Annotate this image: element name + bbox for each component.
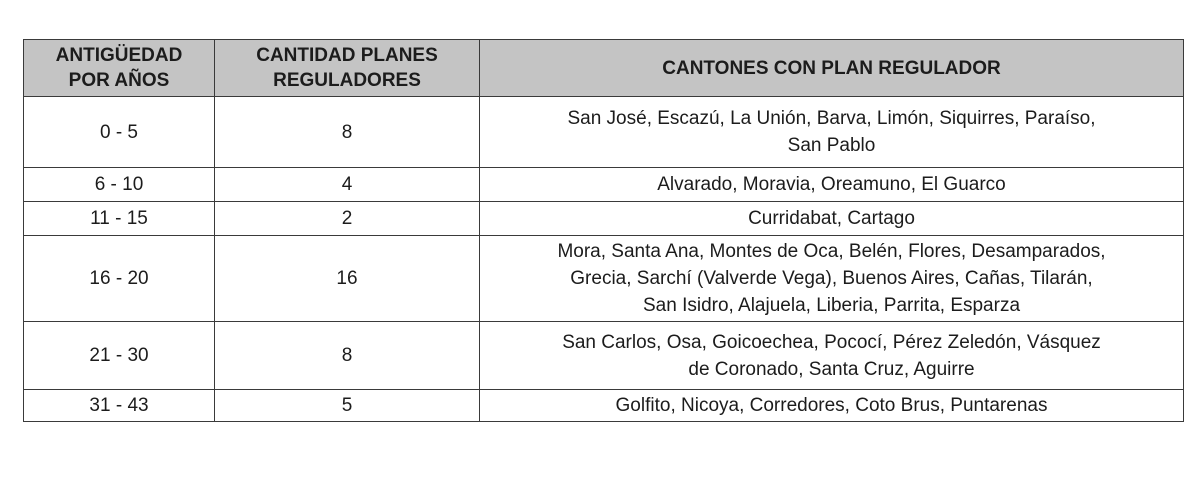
header-cantones-label: CANTONES CON PLAN REGULADOR [662, 57, 1001, 79]
cell-antiguedad: 16 - 20 [24, 236, 215, 322]
table-row [24, 322, 1184, 390]
table-row [24, 97, 1184, 168]
planes-reguladores-table [23, 39, 1184, 422]
cell-antiguedad: 11 - 15 [24, 202, 215, 236]
cell-cantones [480, 97, 1184, 168]
cell-antiguedad: 0 - 5 [24, 97, 215, 168]
cantones-line: Curridabat, Cartago [748, 208, 915, 229]
cantones-line: Alvarado, Moravia, Oreamuno, El Guarco [657, 174, 1006, 195]
header-antiguedad [24, 40, 215, 97]
cell-cantones [480, 390, 1184, 422]
cell-cantidad: 8 [215, 322, 480, 390]
header-antiguedad-line-2: POR AÑOS [68, 70, 170, 91]
cantones-line: San Carlos, Osa, Goicoechea, Pococí, Pérez Zeledón, Vásquez [562, 331, 1101, 353]
cell-cantones [480, 202, 1184, 236]
table-header-row [24, 40, 1184, 97]
header-cantidad-line-1: CANTIDAD PLANES [256, 45, 438, 66]
cantones-line: San Pablo [787, 135, 876, 156]
cell-cantidad: 16 [215, 236, 480, 322]
cantones-line: Mora, Santa Ana, Montes de Oca, Belén, Flores, Desamparados, [557, 241, 1106, 262]
header-cantones [480, 40, 1184, 97]
planes-reguladores-table-container [23, 39, 1183, 422]
cell-antiguedad: 21 - 30 [24, 322, 215, 390]
table-row [24, 168, 1184, 202]
cell-antiguedad: 6 - 10 [24, 168, 215, 202]
cell-cantidad: 4 [215, 168, 480, 202]
cell-cantones [480, 322, 1184, 390]
cell-cantones [480, 168, 1184, 202]
cell-cantidad: 5 [215, 390, 480, 422]
table-row [24, 390, 1184, 422]
cantones-line: Grecia, Sarchí (Valverde Vega), Buenos Aires, Cañas, Tilarán, [570, 268, 1093, 289]
header-cantidad-line-2: REGULADORES [273, 70, 421, 91]
cell-cantidad: 8 [215, 97, 480, 168]
cell-antiguedad: 31 - 43 [24, 390, 215, 422]
table-row [24, 202, 1184, 236]
header-cantidad [215, 40, 480, 97]
cantones-line: Golfito, Nicoya, Corredores, Coto Brus, Puntarenas [615, 395, 1048, 416]
table-row [24, 236, 1184, 322]
cantones-line: de Coronado, Santa Cruz, Aguirre [688, 358, 975, 380]
cantones-line: San Isidro, Alajuela, Liberia, Parrita, Esparza [642, 295, 1021, 316]
cell-cantidad: 2 [215, 202, 480, 236]
cantones-line: San José, Escazú, La Unión, Barva, Limón, Siquirres, Paraíso, [567, 108, 1096, 129]
cell-cantones [480, 236, 1184, 322]
header-antiguedad-line-1: ANTIGÜEDAD [55, 45, 183, 66]
